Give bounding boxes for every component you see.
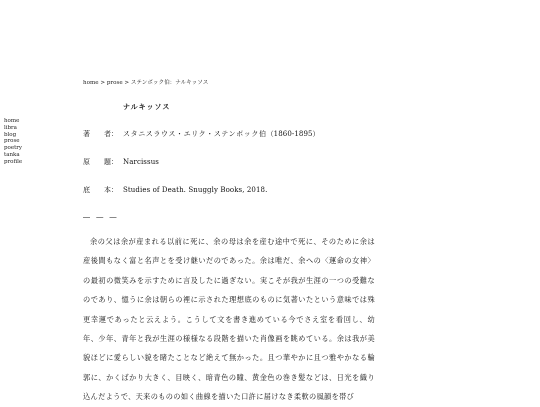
story-paragraph: 余の父は余が産まれる以前に死に、余の母は余を産む途中で死に、そのために余は産後間もなく富と名声とを受け継いだのであった。余は唯だ、余への〈運命の女神〉の最初の微笑みを示すために言及したに過ぎない。実こそが我が生涯の一つの受難なのであり、憶うに余は朝らの裡に示された理想底のものに気著いたという意味では殊更幸運であったと云えよう。こうして文を書き進めている今でさえ室を看回し、幼年、少年、青年と我が生涯の様様なる段階を描いた肖像画を眺めている。余は我が美貌ほどに愛らしい貌を睹たことなど絶えて無かった。且つ華やかに且つ雅やかなる輪郭に、かくばかり大きく、目映く、暗青色の瞳、黄金色の巻き髪などは、日光を織り込んだようで、天来のものの如く曲線を描いた口許に届けなき柔軟の風韻を帯び: [83, 237, 375, 402]
breadcrumb: [83, 78, 375, 86]
section-separator: ― ― ―: [83, 213, 119, 221]
nav-link-libra[interactable]: libra: [4, 124, 17, 131]
nav-link-prose[interactable]: prose: [4, 138, 20, 145]
breadcrumb-separator: >: [122, 80, 131, 86]
breadcrumb-current: ステンボック伯：ナルキッソス: [130, 80, 209, 86]
nav-link-poetry[interactable]: poetry: [4, 145, 23, 152]
meta-original-title-label: 原 題：: [83, 158, 118, 166]
meta-author-label: 著 者：: [83, 130, 118, 138]
breadcrumb-home-link[interactable]: home: [83, 80, 99, 86]
page-title: ナルキッソス: [123, 103, 171, 111]
nav-link-home[interactable]: home: [4, 118, 20, 124]
meta-author-row: [83, 129, 375, 157]
nav-link-profile[interactable]: profile: [4, 158, 23, 165]
breadcrumb-separator: >: [98, 80, 107, 86]
meta-author-years: （1860-1895）: [266, 130, 320, 138]
meta-author-value: [123, 129, 320, 139]
metadata-block: [83, 129, 375, 213]
meta-original-title-row: [83, 157, 375, 185]
meta-author-name: スタニスラウス・エリク・ステンボック伯: [123, 130, 267, 138]
meta-source-label: 底 本：: [83, 186, 118, 194]
meta-source-value: Studies of Death. Snuggly Books, 2018.: [123, 186, 268, 194]
nav-link-tanka[interactable]: tanka: [4, 151, 20, 158]
meta-original-title-value: Narcissus: [123, 158, 159, 166]
story-body: [83, 232, 375, 407]
main-content: [83, 78, 375, 407]
nav-link-blog[interactable]: blog: [4, 131, 17, 138]
meta-source-row: [83, 185, 375, 213]
breadcrumb-prose-link[interactable]: prose: [106, 80, 123, 86]
side-nav: [4, 118, 44, 166]
